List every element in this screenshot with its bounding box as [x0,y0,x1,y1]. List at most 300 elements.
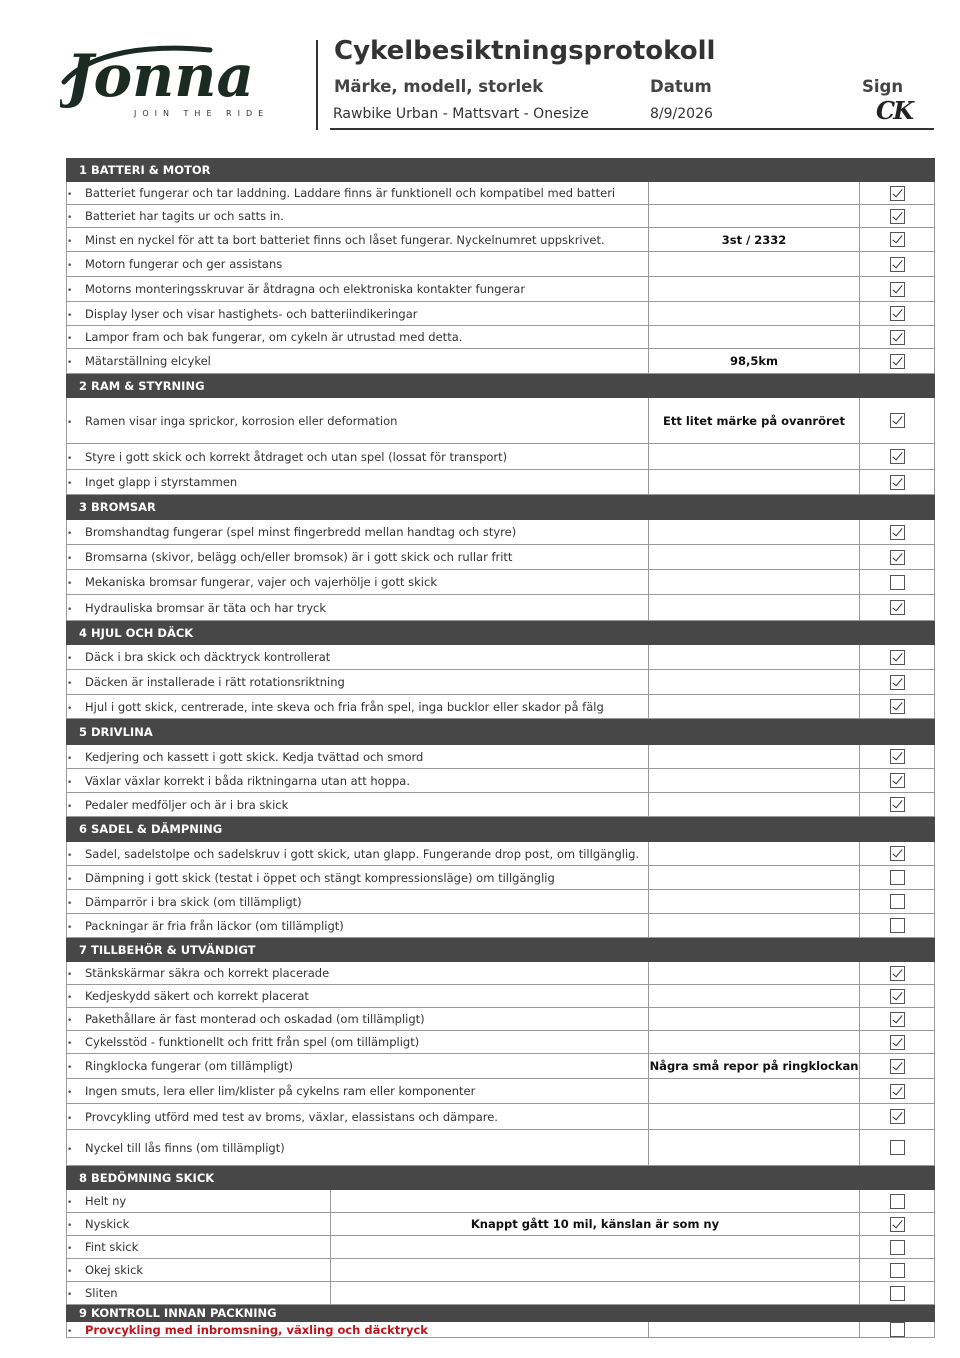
item-note[interactable] [331,1259,860,1282]
section-header [67,495,935,520]
section-title: 9 KONTROLL INNAN PACKNING [67,1305,935,1322]
item-checkbox-cell [860,277,935,302]
section-title: 2 RAM & STYRNING [67,374,935,398]
section-title: 7 TILLBEHÖR & UTVÄNDIGT [67,938,935,962]
checked-checkbox-icon[interactable] [890,449,905,464]
item-checkbox-cell [860,1322,935,1338]
jonna-logo [60,38,300,128]
item-label [67,745,649,769]
date-value: 8/9/2026 [650,106,713,122]
checked-checkbox-icon[interactable] [890,1035,905,1050]
item-text: Batteriet fungerar och tar laddning. Laddare finns är funktionell och kompatibel med batteri [85,186,616,200]
item-note[interactable] [649,985,860,1008]
checkbox-icon[interactable] [890,894,905,909]
item-checkbox-cell [860,793,935,817]
item-checkbox-cell [860,1130,935,1166]
item-text: Minst en nyckel för att ta bort batteriet finns och låset fungerar. Nyckelnumret uppskrivet. [85,232,605,247]
bullet-icon: • [67,310,73,321]
checked-checkbox-icon[interactable] [890,525,905,540]
bullet-icon: • [67,922,73,933]
checklist-row [67,570,935,595]
bullet-icon: • [67,777,73,788]
checked-checkbox-icon[interactable] [890,330,905,345]
checklist-row [67,1130,935,1166]
item-text: Provcykling med inbromsning, växling och däcktryck [85,1322,428,1337]
item-label [67,695,649,719]
checklist-row [67,842,935,866]
bullet-icon: • [67,1039,73,1049]
item-label [67,1213,331,1236]
item-note[interactable] [649,1104,860,1130]
item-text: Hydrauliska bromsar är täta och har tryck [85,600,327,615]
checked-checkbox-icon[interactable] [890,475,905,490]
item-text: Däcken är installerade i rätt rotationsriktning [85,675,345,689]
item-note[interactable] [649,769,860,793]
item-note[interactable] [331,1190,860,1213]
item-checkbox-cell [860,1031,935,1054]
checklist-row [67,962,935,985]
bullet-icon: • [67,898,73,909]
section-header [67,374,935,398]
item-note[interactable] [649,277,860,302]
item-label [67,962,649,985]
logo-wordmark: Jonna [66,42,255,110]
bullet-icon: • [67,334,73,344]
item-label [67,769,649,793]
checked-checkbox-icon[interactable] [890,797,905,812]
item-text: Däck i bra skick och däcktryck kontrollerat [85,650,331,664]
item-text: Motorn fungerar och ger assistans [85,257,283,271]
bullet-icon: • [67,1088,73,1098]
item-checkbox-cell [860,1259,935,1282]
signature: CK [876,96,912,125]
checklist-row [67,1104,935,1130]
item-label [67,1031,649,1054]
item-text: Ingen smuts, lera eller lim/klister på cykelns ram eller komponenter [85,1084,476,1098]
checklist-row [67,545,935,570]
item-text: Dämparrör i bra skick (om tillämpligt) [85,894,302,909]
checklist-row [67,985,935,1008]
item-text: Ramen visar inga sprickor, korrosion eller deformation [85,413,398,428]
checklist-row [67,1259,935,1282]
item-note[interactable] [649,1130,860,1166]
bullet-icon: • [67,529,73,539]
item-checkbox-cell [860,962,935,985]
item-note[interactable] [649,842,860,866]
bullet-icon: • [67,579,73,589]
checked-checkbox-icon[interactable] [890,354,905,369]
item-label [67,349,649,374]
item-note[interactable] [649,890,860,914]
checkbox-icon[interactable] [890,870,905,885]
item-checkbox-cell [860,1104,935,1130]
item-note[interactable] [649,205,860,228]
item-text: Kedjering och kassett i gott skick. Kedja tvättad och smord [85,749,424,764]
item-label [67,470,649,495]
checklist-row [67,349,935,374]
item-note[interactable] [649,545,860,570]
item-text: Ringklocka fungerar (om tillämpligt) [85,1059,294,1073]
bullet-icon: • [67,190,73,200]
item-checkbox-cell [860,1282,935,1305]
item-label [67,1236,331,1259]
checkbox-icon[interactable] [890,575,905,590]
item-text: Display lyser och visar hastighets- och batteriindikeringar [85,306,418,321]
checklist-row [67,1079,935,1104]
item-note[interactable] [649,695,860,719]
checked-checkbox-icon[interactable] [890,846,905,861]
item-checkbox-cell [860,470,935,495]
item-note[interactable] [649,470,860,495]
item-checkbox-cell [860,1008,935,1031]
item-checkbox-cell [860,182,935,205]
item-note[interactable] [649,866,860,890]
checkbox-icon[interactable] [890,918,905,933]
item-label [67,645,649,670]
item-note[interactable] [649,962,860,985]
model-value: Rawbike Urban - Mattsvart - Onesize [333,106,589,122]
item-label [67,545,649,570]
item-label [67,842,649,866]
checklist-row [67,326,935,349]
item-text: Mekaniska bromsar fungerar, vajer och vajerhölje i gott skick [85,575,437,589]
item-note[interactable] [649,1008,860,1031]
bullet-icon: • [67,417,73,428]
item-text: Nyskick [85,1217,130,1231]
checked-checkbox-icon[interactable] [890,186,905,201]
checked-checkbox-icon[interactable] [890,600,905,615]
section-title: 4 HJUL OCH DÄCK [67,621,935,645]
item-checkbox-cell [860,252,935,277]
item-text: Fint skick [85,1240,139,1254]
bullet-icon: • [67,753,73,764]
checked-checkbox-icon[interactable] [890,1012,905,1027]
item-label [67,1190,331,1213]
bullet-icon: • [67,1063,73,1073]
item-checkbox-cell [860,1236,935,1259]
item-text: Styre i gott skick och korrekt åtdraget och utan spel (lossat för transport) [85,449,508,464]
item-text: Packningar är fria från läckor (om tillämpligt) [85,918,344,933]
bullet-icon: • [67,801,73,812]
item-note[interactable] [649,793,860,817]
item-text: Okej skick [85,1263,144,1277]
item-text: Kedjeskydd säkert och korrekt placerat [85,989,309,1003]
bullet-icon: • [67,453,73,464]
item-note[interactable] [649,745,860,769]
item-text: Hjul i gott skick, centrerade, inte skeva och fria från spel, inga bucklor eller skador på fälg [85,699,604,714]
item-label [67,398,649,444]
item-checkbox-cell [860,520,935,545]
checklist-row [67,252,935,277]
checkbox-icon[interactable] [890,1286,905,1301]
checklist-row [67,520,935,545]
item-checkbox-cell [860,914,935,938]
item-label [67,793,649,817]
section-title: 6 SADEL & DÄMPNING [67,817,935,842]
checkbox-icon[interactable] [890,1240,905,1255]
section-header [67,1166,935,1190]
bullet-icon: • [67,479,73,489]
item-checkbox-cell [860,302,935,326]
item-text: Bromshandtag fungerar (spel minst fingerbredd mellan handtag och styre) [85,525,517,539]
sign-label: Sign [862,77,904,96]
bullet-icon: • [67,261,73,271]
section-header [67,1305,935,1322]
item-checkbox-cell [860,645,935,670]
checklist-row [67,1322,935,1338]
checklist-row [67,277,935,302]
bullet-icon: • [67,1016,73,1026]
item-note[interactable] [331,1282,860,1305]
item-text: Inget glapp i styrstammen [85,475,238,489]
document-header [0,0,960,140]
section-title: 3 BROMSAR [67,495,935,520]
item-label [67,444,649,470]
item-note[interactable] [649,520,860,545]
item-label [67,228,649,252]
checklist-row [67,205,935,228]
item-label [67,1054,649,1079]
date-label: Datum [650,77,712,96]
item-checkbox-cell [860,866,935,890]
bullet-icon: • [67,654,73,664]
checklist-row [67,302,935,326]
item-checkbox-cell [860,1190,935,1213]
checklist-row [67,1213,935,1236]
item-text: Pedaler medföljer och är i bra skick [85,797,289,812]
checked-checkbox-icon[interactable] [890,282,905,297]
checkbox-icon[interactable] [890,1263,905,1278]
item-note[interactable] [649,326,860,349]
item-note[interactable]: 98,5km [649,349,860,374]
item-note[interactable]: Ett litet märke på ovanröret [649,398,860,444]
bullet-icon: • [67,358,73,368]
checked-checkbox-icon[interactable] [890,1059,905,1074]
checklist-row [67,182,935,205]
item-label [67,985,649,1008]
item-text: Provcykling utförd med test av broms, växlar, elassistans och dämpare. [85,1109,498,1124]
item-note[interactable] [649,570,860,595]
bullet-icon: • [67,1290,73,1300]
item-label [67,1259,331,1282]
checked-checkbox-icon[interactable] [890,257,905,272]
item-checkbox-cell [860,326,935,349]
item-text: Dämpning i gott skick (testat i öppet och stängt kompressionsläge) om tillgänglig [85,870,555,885]
item-text: Sliten [85,1286,118,1300]
bullet-icon: • [67,213,73,223]
item-checkbox-cell [860,842,935,866]
checked-checkbox-icon[interactable] [890,749,905,764]
item-text: Sadel, sadelstolpe och sadelskruv i gott skick, utan glapp. Fungerande drop post, om tillgänglig. [85,846,640,861]
checked-checkbox-icon[interactable] [890,773,905,788]
item-checkbox-cell [860,444,935,470]
checklist-row [67,595,935,621]
item-text: Stänkskärmar säkra och korrekt placerade [85,966,330,980]
bullet-icon: • [67,604,73,615]
checklist-row [67,1008,935,1031]
bullet-icon: • [67,1326,73,1337]
item-text: Bromsarna (skivor, belägg och/eller bromsok) är i gott skick och rullar fritt [85,550,513,564]
checked-checkbox-icon[interactable] [890,650,905,665]
checklist-row [67,1236,935,1259]
item-checkbox-cell [860,1079,935,1104]
checked-checkbox-icon[interactable] [890,1109,905,1124]
item-checkbox-cell [860,595,935,621]
item-checkbox-cell [860,670,935,695]
item-text: Nyckel till lås finns (om tillämpligt) [85,1140,285,1155]
item-label [67,866,649,890]
checklist-row [67,695,935,719]
item-note[interactable]: 3st / 2332 [649,228,860,252]
checklist-row [67,444,935,470]
header-underline [330,128,934,130]
section-title: 1 BATTERI & MOTOR [67,159,935,182]
section-header [67,719,935,745]
item-checkbox-cell [860,769,935,793]
checked-checkbox-icon[interactable] [890,413,905,428]
item-note[interactable] [649,302,860,326]
item-checkbox-cell [860,1213,935,1236]
item-text: Lampor fram och bak fungerar, om cykeln är utrustad med detta. [85,330,463,344]
item-note[interactable] [649,1079,860,1104]
item-label [67,277,649,302]
section-title: 5 DRIVLINA [67,719,935,745]
bullet-icon: • [67,1144,73,1155]
section-header [67,159,935,182]
item-note[interactable]: Några små repor på ringklockan [649,1054,860,1079]
item-label [67,1282,331,1305]
logo-tagline: JOIN THE RIDE [134,109,270,118]
item-note[interactable] [331,1236,860,1259]
item-text: Motorns monteringsskruvar är åtdragna och elektroniska kontakter fungerar [85,282,526,296]
item-label [67,252,649,277]
bullet-icon: • [67,1221,73,1231]
bullet-icon: • [67,703,73,714]
item-label [67,1104,649,1130]
checklist-row [67,866,935,890]
item-note[interactable] [649,182,860,205]
checkbox-icon[interactable] [890,1194,905,1209]
item-checkbox-cell [860,228,935,252]
item-label [67,1008,649,1031]
item-note[interactable] [649,595,860,621]
document-title: Cykelbesiktningsprotokoll [334,36,716,66]
checklist-row [67,890,935,914]
checked-checkbox-icon[interactable] [890,550,905,565]
item-text: Cykelsstöd - funktionellt och fritt från spel (om tillämpligt) [85,1035,420,1049]
checklist-row [67,1054,935,1079]
item-checkbox-cell [860,890,935,914]
checked-checkbox-icon[interactable] [890,989,905,1004]
bullet-icon: • [67,554,73,564]
item-note[interactable] [649,670,860,695]
bullet-icon: • [67,1267,73,1277]
section-header [67,938,935,962]
checked-checkbox-icon[interactable] [890,209,905,224]
item-note[interactable] [649,1031,860,1054]
header-divider [316,40,318,130]
item-checkbox-cell [860,745,935,769]
model-label: Märke, modell, storlek [334,77,544,96]
inspection-checklist [66,158,935,1338]
item-label [67,182,649,205]
bullet-icon: • [67,679,73,689]
checklist-row [67,745,935,769]
item-note[interactable] [649,252,860,277]
item-note[interactable] [649,914,860,938]
section-title: 8 BEDÖMNING SKICK [67,1166,935,1190]
checkbox-icon[interactable] [890,1140,905,1155]
checked-checkbox-icon[interactable] [890,1084,905,1099]
item-checkbox-cell [860,205,935,228]
bullet-icon: • [67,970,73,980]
item-text: Helt ny [85,1194,127,1208]
item-text: Växlar växlar korrekt i båda riktningarna utan att hoppa. [85,773,410,788]
item-text: Batteriet har tagits ur och satts in. [85,209,284,223]
checklist-row [67,1031,935,1054]
item-text: Mätarställning elcykel [85,354,211,368]
checked-checkbox-icon[interactable] [890,1217,905,1232]
item-note[interactable] [649,1322,860,1338]
bullet-icon: • [67,1244,73,1254]
checklist-row [67,670,935,695]
item-label [67,205,649,228]
bullet-icon: • [67,1113,73,1124]
item-note[interactable] [649,645,860,670]
item-label [67,914,649,938]
item-label [67,1079,649,1104]
bullet-icon: • [67,286,73,296]
item-checkbox-cell [860,570,935,595]
item-checkbox-cell [860,398,935,444]
item-label [67,520,649,545]
item-label [67,302,649,326]
bullet-icon: • [67,236,73,247]
item-checkbox-cell [860,985,935,1008]
item-label [67,1130,649,1166]
item-label [67,570,649,595]
checklist-row [67,228,935,252]
item-note[interactable]: Knappt gått 10 mil, känslan är som ny [331,1213,860,1236]
item-note[interactable] [649,444,860,470]
section-header [67,817,935,842]
bullet-icon: • [67,993,73,1003]
bullet-icon: • [67,850,73,861]
item-checkbox-cell [860,545,935,570]
item-label [67,326,649,349]
bullet-icon: • [67,874,73,885]
checked-checkbox-icon[interactable] [890,306,905,321]
checklist-row [67,1282,935,1305]
checked-checkbox-icon[interactable] [890,675,905,690]
checked-checkbox-icon[interactable] [890,966,905,981]
checklist-row [67,470,935,495]
checklist-row [67,914,935,938]
section-header [67,621,935,645]
item-label [67,670,649,695]
item-label [67,595,649,621]
item-checkbox-cell [860,695,935,719]
checkbox-icon[interactable] [890,1322,905,1337]
item-checkbox-cell [860,349,935,374]
checked-checkbox-icon[interactable] [890,232,905,247]
checked-checkbox-icon[interactable] [890,699,905,714]
checklist-row [67,769,935,793]
item-label [67,1322,649,1338]
checklist-row [67,645,935,670]
checklist-row [67,1190,935,1213]
item-checkbox-cell [860,1054,935,1079]
